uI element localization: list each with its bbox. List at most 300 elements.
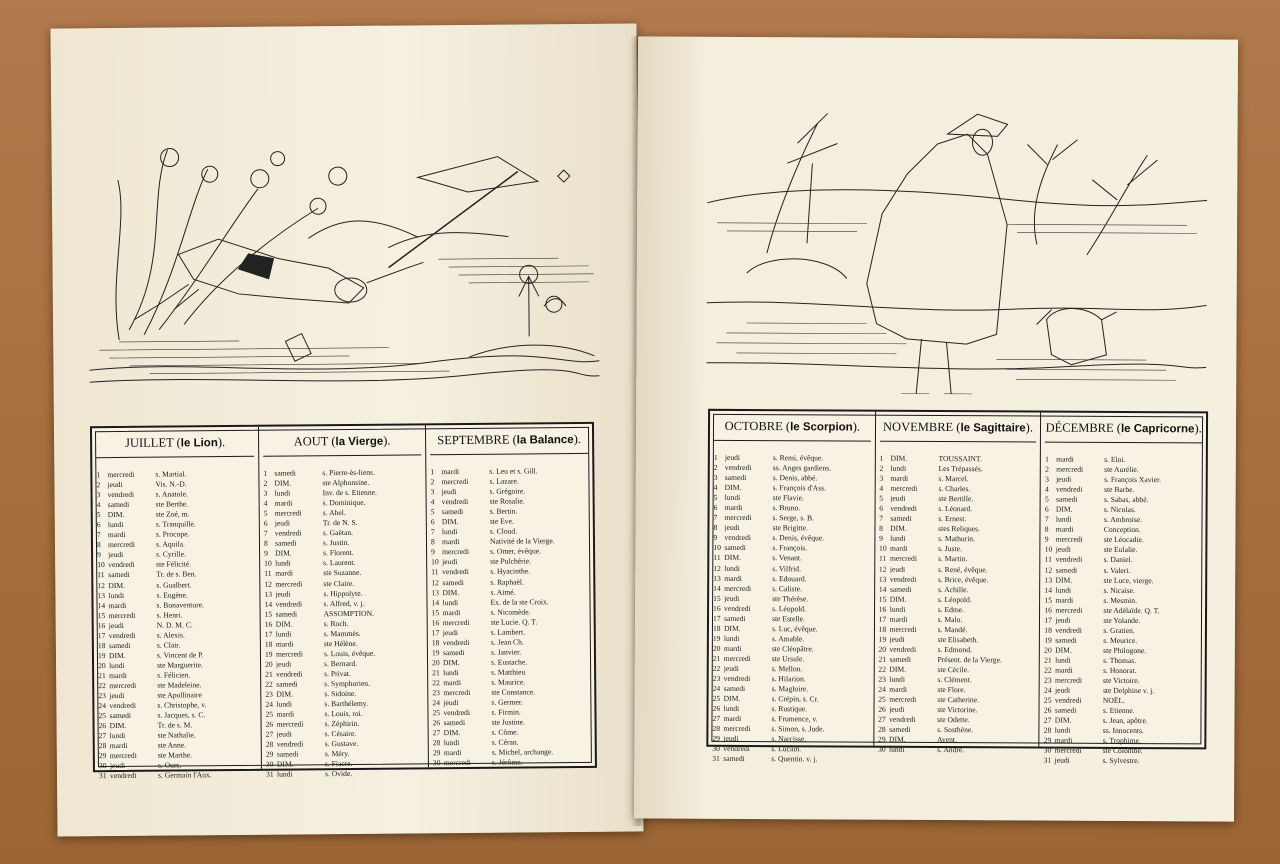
- saint-name: ste Madeleine.: [157, 680, 202, 690]
- weekday: mardi: [107, 530, 126, 540]
- day-number: 17: [264, 629, 273, 639]
- saint-name: s. Clément.: [937, 675, 972, 685]
- day-number: 24: [432, 698, 441, 708]
- month-column-august: [259, 425, 429, 780]
- day-number: 13: [431, 587, 440, 597]
- day-number: 4: [430, 497, 435, 507]
- saint-name: s. Edouard.: [772, 573, 807, 583]
- weekday: DIM.: [276, 689, 294, 699]
- day-number: 22: [878, 664, 887, 674]
- day-number: 20: [878, 644, 887, 654]
- saint-name: Inv. de s. Etienne.: [322, 487, 377, 498]
- weekday: vendredi: [275, 599, 303, 609]
- day-number: 16: [878, 604, 887, 614]
- weekday: DIM.: [724, 553, 742, 563]
- saint-name: Tr. de s. M.: [157, 720, 193, 730]
- day-number: 9: [713, 533, 718, 543]
- weekday: samedi: [108, 570, 130, 580]
- weekday: samedi: [274, 538, 297, 548]
- saint-name: s. Cloud.: [489, 526, 518, 537]
- weekday: lundi: [724, 493, 741, 503]
- weekday: mercredi: [107, 469, 135, 480]
- saint-name: s. Bernard.: [323, 658, 358, 669]
- saint-name: s. Mandé.: [937, 624, 968, 634]
- saint-name: s. Fiacre.: [324, 759, 353, 769]
- weekday: vendredi: [107, 489, 135, 500]
- day-number: 12: [878, 564, 887, 574]
- weekday: jeudi: [276, 659, 292, 669]
- day-number: 25: [712, 693, 721, 703]
- zodiac-sign: le Scorpion: [790, 421, 853, 434]
- weekday: mardi: [441, 537, 460, 547]
- day-number: 16: [431, 617, 440, 627]
- saint-name: ste Zoé, m.: [155, 509, 190, 519]
- saint-name: s. Gaëtan.: [322, 528, 354, 538]
- weekday: vendredi: [108, 630, 136, 640]
- weekday: vendredi: [724, 533, 752, 543]
- saint-name: s. Crépin, s. Cr.: [771, 694, 819, 704]
- weekday: jeudi: [1055, 615, 1071, 625]
- day-number: 21: [878, 654, 887, 664]
- saint-name: s. Leu et s. Gill.: [489, 466, 538, 476]
- day-number: 31: [712, 754, 720, 764]
- day-number: 3: [263, 488, 268, 498]
- saint-name: ste Nathalie.: [157, 730, 196, 740]
- saint-name: ste Brigitte.: [772, 523, 808, 533]
- day-number: 17: [712, 613, 721, 623]
- weekday: DIM.: [441, 517, 459, 527]
- zodiac-sign: le Sagittaire: [960, 422, 1026, 435]
- weekday: samedi: [1055, 565, 1078, 575]
- month-name: SEPTEMBRE: [437, 432, 510, 448]
- saint-name: ste Léocadie.: [1103, 535, 1144, 545]
- saint-name: s. Procope.: [155, 529, 190, 539]
- weekday: vendredi: [274, 528, 302, 538]
- weekday: vendredi: [723, 744, 750, 754]
- day-number: 27: [1043, 715, 1052, 725]
- saint-name: ste Adélaïde. Q. T.: [1103, 605, 1160, 615]
- day-number: 22: [712, 663, 721, 673]
- right-page: [634, 36, 1238, 821]
- weekday: vendredi: [441, 497, 469, 507]
- weekday: samedi: [442, 647, 465, 658]
- calendar-july-september: [90, 422, 597, 781]
- day-number: 19: [878, 634, 887, 644]
- saint-name: ste Odette.: [937, 715, 970, 725]
- weekday: DIM.: [276, 759, 294, 769]
- weekday: mardi: [1055, 524, 1074, 535]
- weekday: mardi: [890, 544, 908, 554]
- saint-name: ste Estelle.: [771, 613, 805, 624]
- day-number: 18: [712, 623, 721, 633]
- saint-name: ste Justine.: [491, 717, 525, 727]
- weekday: lundi: [890, 534, 906, 544]
- weekday: mercredi: [442, 547, 470, 557]
- saint-name: ss. Innocents.: [1102, 726, 1144, 736]
- weekday: mercredi: [442, 617, 470, 627]
- saint-name: TOUSSAINT.: [938, 454, 982, 464]
- saint-name: s. Christophe, v.: [157, 700, 207, 710]
- saint-name: s. Ernest.: [938, 514, 967, 524]
- weekday: DIM.: [275, 619, 293, 629]
- saint-name: s. Léopold.: [772, 603, 807, 614]
- day-number: 29: [432, 748, 441, 758]
- weekday: jeudi: [441, 487, 457, 497]
- saint-name: s. Aquila.: [155, 539, 185, 549]
- weekday: vendredi: [1054, 695, 1082, 705]
- day-number: 23: [1044, 675, 1052, 685]
- day-number: 12: [264, 579, 272, 589]
- weekday: mardi: [889, 684, 908, 694]
- day-number: 13: [878, 574, 887, 584]
- day-number: 10: [713, 543, 721, 553]
- day-number: 4: [879, 483, 884, 493]
- saint-name: s. Césaire.: [324, 729, 357, 739]
- saint-name: s. Gustave.: [324, 739, 359, 749]
- weekday: vendredi: [108, 560, 135, 570]
- saint-name: ste Thérèse.: [772, 593, 809, 603]
- day-row: [266, 769, 424, 780]
- weekday: samedi: [442, 577, 464, 587]
- weekday: mercredi: [724, 583, 752, 593]
- day-number: 9: [264, 549, 268, 559]
- saint-name: ste Victorine.: [937, 705, 978, 715]
- saint-name: s. Gualbert.: [156, 579, 192, 590]
- saint-name: ste Philogone.: [1103, 645, 1147, 655]
- saint-name: s. Aimé.: [490, 587, 516, 597]
- day-number: 15: [431, 607, 440, 617]
- weekday: mardi: [275, 639, 294, 649]
- day-number: 5: [713, 493, 718, 503]
- day-row: [878, 745, 1035, 756]
- calendar-october-december: [706, 409, 1208, 766]
- weekday: mercredi: [276, 719, 304, 729]
- weekday: samedi: [724, 543, 746, 553]
- day-number: 14: [431, 597, 440, 607]
- weekday: vendredi: [276, 739, 304, 749]
- weekday: samedi: [724, 472, 747, 483]
- saint-name: s. François d'Ass.: [772, 483, 826, 493]
- day-number: 23: [712, 673, 721, 683]
- saint-name: s. Firmin.: [491, 707, 521, 717]
- weekday: jeudi: [723, 734, 739, 744]
- weekday: samedi: [1055, 635, 1077, 645]
- day-number: 7: [430, 527, 435, 537]
- day-number: 15: [97, 610, 106, 620]
- saint-name: s. Lazare.: [489, 476, 519, 486]
- saint-name: s. Jérôme.: [491, 757, 523, 768]
- weekday: samedi: [443, 718, 466, 728]
- day-number: 15: [878, 594, 887, 604]
- saint-name: Vis. N.-D.: [155, 479, 187, 489]
- saint-name: ste Constance.: [491, 687, 536, 697]
- saint-name: ste Barbe.: [1104, 485, 1135, 495]
- day-number: 16: [1044, 605, 1053, 615]
- month-header-november: NOVEMBRE (le Sagittaire).: [880, 416, 1037, 443]
- saint-name: Avent.: [937, 735, 957, 745]
- weekday: DIM.: [890, 453, 908, 463]
- day-number: 11: [97, 570, 105, 580]
- day-number: 8: [96, 540, 101, 550]
- zodiac-sign: le Lion: [180, 437, 218, 450]
- day-number: 30: [98, 761, 107, 771]
- weekday: lundi: [888, 745, 905, 755]
- weekday: samedi: [276, 749, 299, 759]
- saint-name: s. Quentin. v. j.: [771, 754, 818, 764]
- weekday: vendredi: [889, 714, 916, 725]
- day-row: [712, 754, 869, 765]
- day-number: 12: [431, 577, 439, 587]
- day-number: 4: [1045, 484, 1049, 494]
- day-number: 8: [263, 539, 268, 549]
- day-number: 18: [264, 639, 273, 649]
- day-number: 26: [98, 721, 107, 731]
- weekday: jeudi: [724, 452, 741, 462]
- weekday: jeudi: [276, 729, 292, 739]
- weekday: vendredi: [889, 574, 917, 584]
- weekday: jeudi: [442, 627, 458, 637]
- day-number: 29: [1043, 735, 1052, 745]
- day-list: [1044, 455, 1202, 767]
- day-number: 10: [1044, 544, 1053, 555]
- weekday: DIM.: [1055, 504, 1073, 514]
- weekday: DIM.: [1055, 645, 1072, 655]
- weekday: DIM.: [107, 510, 125, 520]
- saint-name: s. Michel, archange.: [491, 747, 554, 758]
- weekday: lundi: [109, 731, 126, 741]
- saint-name: s. Louis, évêque.: [323, 648, 376, 659]
- saint-name: s. René, évêque.: [937, 564, 988, 574]
- day-number: 3: [96, 490, 101, 500]
- day-number: 6: [713, 503, 718, 513]
- weekday: DIM.: [108, 580, 126, 590]
- saint-name: s. Félicien.: [157, 670, 191, 680]
- weekday: samedi: [108, 640, 131, 650]
- weekday: jeudi: [889, 564, 906, 574]
- saint-name: s. Denis, évêque.: [772, 533, 825, 543]
- weekday: lundi: [1055, 514, 1072, 524]
- day-number: 20: [431, 658, 440, 668]
- saint-name: ste Rosalie.: [489, 496, 525, 506]
- weekday: vendredi: [1056, 484, 1083, 494]
- saint-name: s. Omer, évêque.: [490, 546, 542, 557]
- month-header-july: JUILLET (le Lion).: [96, 431, 254, 458]
- saint-name: s. Simon, s. Jude.: [771, 724, 825, 734]
- month-header-august: AOUT (la Vierge).: [263, 429, 421, 456]
- day-number: 21: [432, 668, 440, 678]
- day-number: 30: [712, 744, 720, 754]
- saint-name: s. Léonard.: [938, 504, 973, 514]
- weekday: lundi: [276, 699, 293, 709]
- day-number: 3: [1045, 474, 1049, 484]
- saint-name: ste Pulchérie.: [490, 556, 532, 567]
- weekday: mercredi: [274, 508, 302, 518]
- month-name: NOVEMBRE: [883, 419, 954, 435]
- weekday: DIM.: [723, 694, 741, 704]
- weekday: DIM.: [723, 623, 741, 633]
- weekday: vendredi: [724, 603, 751, 613]
- saint-name: s. Achille.: [937, 584, 969, 594]
- day-number: 13: [1044, 575, 1053, 585]
- day-number: 6: [879, 503, 884, 513]
- day-number: 6: [96, 520, 101, 530]
- weekday: lundi: [723, 633, 740, 643]
- day-number: 14: [1044, 585, 1053, 595]
- day-number: 2: [713, 462, 718, 472]
- weekday: DIM.: [889, 735, 906, 745]
- saint-name: s. Marcel.: [938, 474, 969, 484]
- saint-name: s. Raphaël.: [490, 576, 524, 587]
- weekday: mercredi: [889, 694, 917, 705]
- weekday: vendredi: [1055, 625, 1082, 635]
- saint-name: s. Germer.: [491, 697, 523, 707]
- saint-name: s. Bonaventure.: [156, 599, 205, 610]
- saint-name: s. Nicaise.: [1103, 585, 1135, 595]
- saint-name: ste Bertille.: [938, 494, 974, 504]
- saint-name: s. Tranquille.: [155, 519, 196, 529]
- saint-name: s. Sidoine.: [324, 688, 357, 699]
- day-number: 20: [265, 659, 273, 669]
- day-number: 17: [97, 630, 106, 640]
- saint-name: s. Justin.: [322, 538, 350, 548]
- day-number: 26: [878, 704, 886, 714]
- day-number: 21: [1044, 655, 1052, 665]
- day-number: 19: [1044, 635, 1052, 645]
- saint-name: ste Claire.: [323, 578, 355, 588]
- saint-name: ste Apollinaire: [157, 690, 202, 700]
- weekday: mardi: [889, 614, 908, 624]
- weekday: mercredi: [1056, 464, 1084, 474]
- saint-name: s. Mathurin.: [938, 534, 976, 544]
- weekday: mercredi: [108, 610, 136, 620]
- day-number: 22: [265, 679, 273, 689]
- day-number: 11: [878, 554, 887, 564]
- day-number: 9: [879, 534, 883, 544]
- saint-name: s. Dominique.: [322, 497, 366, 508]
- saint-name: s. Edmond.: [937, 644, 972, 655]
- saint-name: s. Meurice.: [1103, 635, 1138, 645]
- weekday: DIM.: [442, 657, 460, 668]
- weekday: lundi: [1055, 585, 1072, 595]
- day-number: 2: [263, 478, 268, 488]
- day-number: 23: [878, 674, 886, 684]
- weekday: mercredi: [441, 476, 469, 487]
- saint-name: ste Félicité.: [156, 559, 192, 570]
- saint-name: s. Ours.: [157, 760, 182, 771]
- left-page: [50, 23, 643, 836]
- weekday: vendredi: [442, 637, 470, 647]
- day-number: 28: [98, 741, 107, 751]
- day-number: 4: [96, 500, 101, 510]
- month-name: OCTOBRE: [724, 418, 783, 434]
- weekday: mardi: [723, 643, 742, 653]
- weekday: jeudi: [1056, 474, 1072, 484]
- day-list: [712, 453, 870, 765]
- day-number: 19: [97, 650, 106, 661]
- saint-name: s. Hippolyte.: [323, 588, 363, 598]
- saint-name: s. Lambert.: [490, 627, 526, 637]
- weekday: mardi: [724, 573, 742, 583]
- day-number: 3: [879, 473, 884, 483]
- day-number: 11: [713, 553, 721, 563]
- saint-name: s. Juste.: [938, 544, 962, 554]
- weekday: mercredi: [443, 758, 471, 768]
- day-number: 5: [1044, 494, 1049, 504]
- weekday: mercredi: [1055, 605, 1083, 615]
- weekday: samedi: [276, 679, 298, 689]
- saint-name: s. Vilfrid.: [772, 563, 802, 573]
- weekday: DIM.: [443, 728, 461, 738]
- month-column-september: [426, 424, 595, 767]
- weekday: lundi: [275, 558, 291, 569]
- day-number: 8: [713, 523, 718, 533]
- day-number: 9: [97, 550, 101, 560]
- day-number: 19: [431, 648, 440, 658]
- day-number: 1: [96, 470, 101, 480]
- saint-name: s. Vincent de P.: [156, 650, 204, 660]
- saint-name: s. Clair.: [156, 640, 181, 650]
- day-number: 30: [432, 758, 441, 768]
- day-number: 28: [712, 724, 721, 734]
- month-name: JUILLET: [125, 435, 174, 450]
- day-number: 24: [1043, 685, 1052, 695]
- month-column-december: [1040, 413, 1206, 766]
- saint-name: ste Cléopâtre.: [771, 644, 814, 654]
- saint-name: s. Mammès.: [323, 628, 361, 638]
- day-number: 6: [1044, 504, 1049, 514]
- saint-name: s. Hilarion.: [771, 674, 806, 684]
- saint-name: s. Eustache.: [490, 657, 528, 667]
- weekday: samedi: [889, 584, 912, 594]
- weekday: mardi: [1055, 665, 1073, 675]
- day-number: 14: [878, 584, 887, 594]
- month-header-december: DÉCEMBRE (le Capricorne).: [1045, 417, 1202, 444]
- day-number: 29: [712, 734, 720, 744]
- weekday: vendredi: [723, 673, 751, 684]
- weekday: mercredi: [275, 649, 303, 659]
- weekday: vendredi: [276, 669, 303, 679]
- saint-name: s. Jean, apôtre.: [1102, 716, 1148, 726]
- saint-name: s. Germain l'Aux.: [157, 770, 212, 781]
- saint-name: s. Roch.: [323, 618, 349, 628]
- day-number: 7: [96, 530, 101, 540]
- weekday: mardi: [443, 678, 461, 688]
- day-number: 28: [1043, 725, 1052, 735]
- day-number: 15: [713, 593, 721, 603]
- weekday: mardi: [276, 709, 295, 719]
- saint-name: ste Flavie.: [772, 493, 804, 503]
- weekday: jeudi: [1055, 545, 1071, 555]
- weekday: lundi: [108, 590, 125, 600]
- day-number: 7: [1044, 514, 1049, 524]
- day-number: 5: [263, 508, 268, 518]
- month-header-october: OCTOBRE (le Scorpion).: [714, 415, 871, 442]
- saint-name: Conception.: [1103, 525, 1141, 535]
- day-number: 19: [712, 633, 721, 643]
- weekday: mercredi: [1055, 535, 1083, 545]
- saint-name: s. Côme.: [491, 727, 519, 737]
- saint-name: ste Elisabeth.: [937, 634, 979, 645]
- weekday: jeudi: [1054, 685, 1071, 695]
- saint-name: NOËL.: [1102, 696, 1126, 706]
- weekday: vendredi: [109, 771, 137, 781]
- weekday: jeudi: [889, 634, 905, 644]
- saint-name: s. Jacques, s. C.: [157, 710, 206, 720]
- saint-name: s. François.: [772, 543, 808, 553]
- month-column-july: [92, 427, 262, 781]
- weekday: mercredi: [724, 513, 752, 523]
- weekday: lundi: [443, 667, 459, 678]
